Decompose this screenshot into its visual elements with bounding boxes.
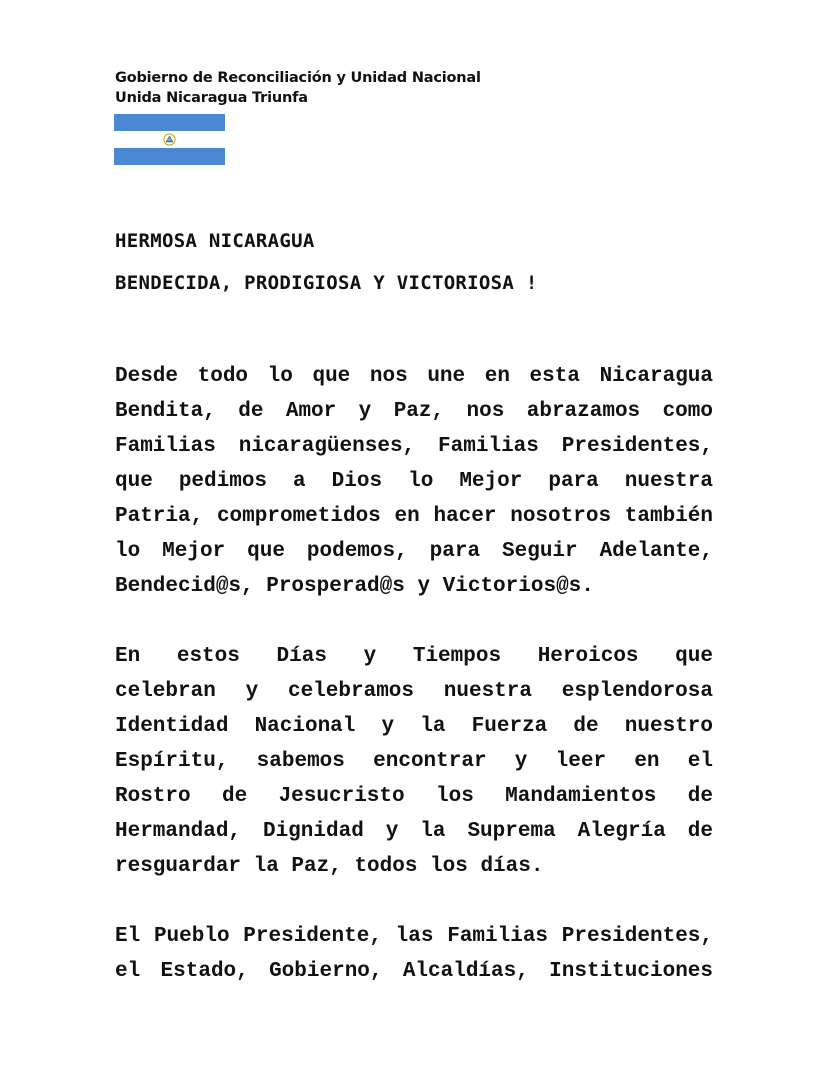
paragraph-line: que pedimos a Dios lo Mejor para nuestra [115,470,713,493]
letterhead-line-slogan: Unida Nicaragua Triunfa [115,90,308,106]
paragraph-line: Bendecid@s, Prosperad@s y Victorios@s. [115,575,594,598]
paragraph-line: Espíritu, sabemos encontrar y leer en el [115,750,713,773]
paragraph-line: lo Mejor que podemos, para Seguir Adelante, [115,540,713,563]
paragraph-line: Familias nicaragüenses, Familias Presidentes, [115,435,713,458]
paragraph-line: Rostro de Jesucristo los Mandamientos de [115,785,713,808]
flag-bottom-stripe [114,148,225,165]
paragraph-line: Identidad Nacional y la Fuerza de nuestro [115,715,713,738]
flag-top-stripe [114,114,225,131]
headline-line-1: HERMOSA NICARAGUA [115,230,315,252]
letterhead-line-government: Gobierno de Reconciliación y Unidad Nacional [115,70,481,86]
paragraph-line: Bendita, de Amor y Paz, nos abrazamos como [115,400,713,423]
paragraph-line: resguardar la Paz, todos los días. [115,855,544,878]
letterhead [115,68,481,108]
paragraph-3 [115,919,713,989]
paragraph-line: Desde todo lo que nos une en esta Nicaragua [115,365,713,388]
paragraph-line: El Pueblo Presidente, las Familias Presidentes, [115,925,713,948]
paragraph-line: celebran y celebramos nuestra esplendorosa [115,680,713,703]
paragraph-line: el Estado, Gobierno, Alcaldías, Instituciones [115,960,713,983]
paragraph-line: En estos Días y Tiempos Heroicos que [115,645,713,668]
paragraph-2 [115,639,713,884]
paragraph-line: Hermandad, Dignidad y la Suprema Alegría de [115,820,713,843]
paragraph-line: Patria, comprometidos en hacer nosotros también [115,505,713,528]
paragraph-1 [115,359,713,604]
headline-line-2: BENDECIDA, PRODIGIOSA Y VICTORIOSA ! [115,272,538,294]
nicaragua-flag-icon [114,114,225,165]
